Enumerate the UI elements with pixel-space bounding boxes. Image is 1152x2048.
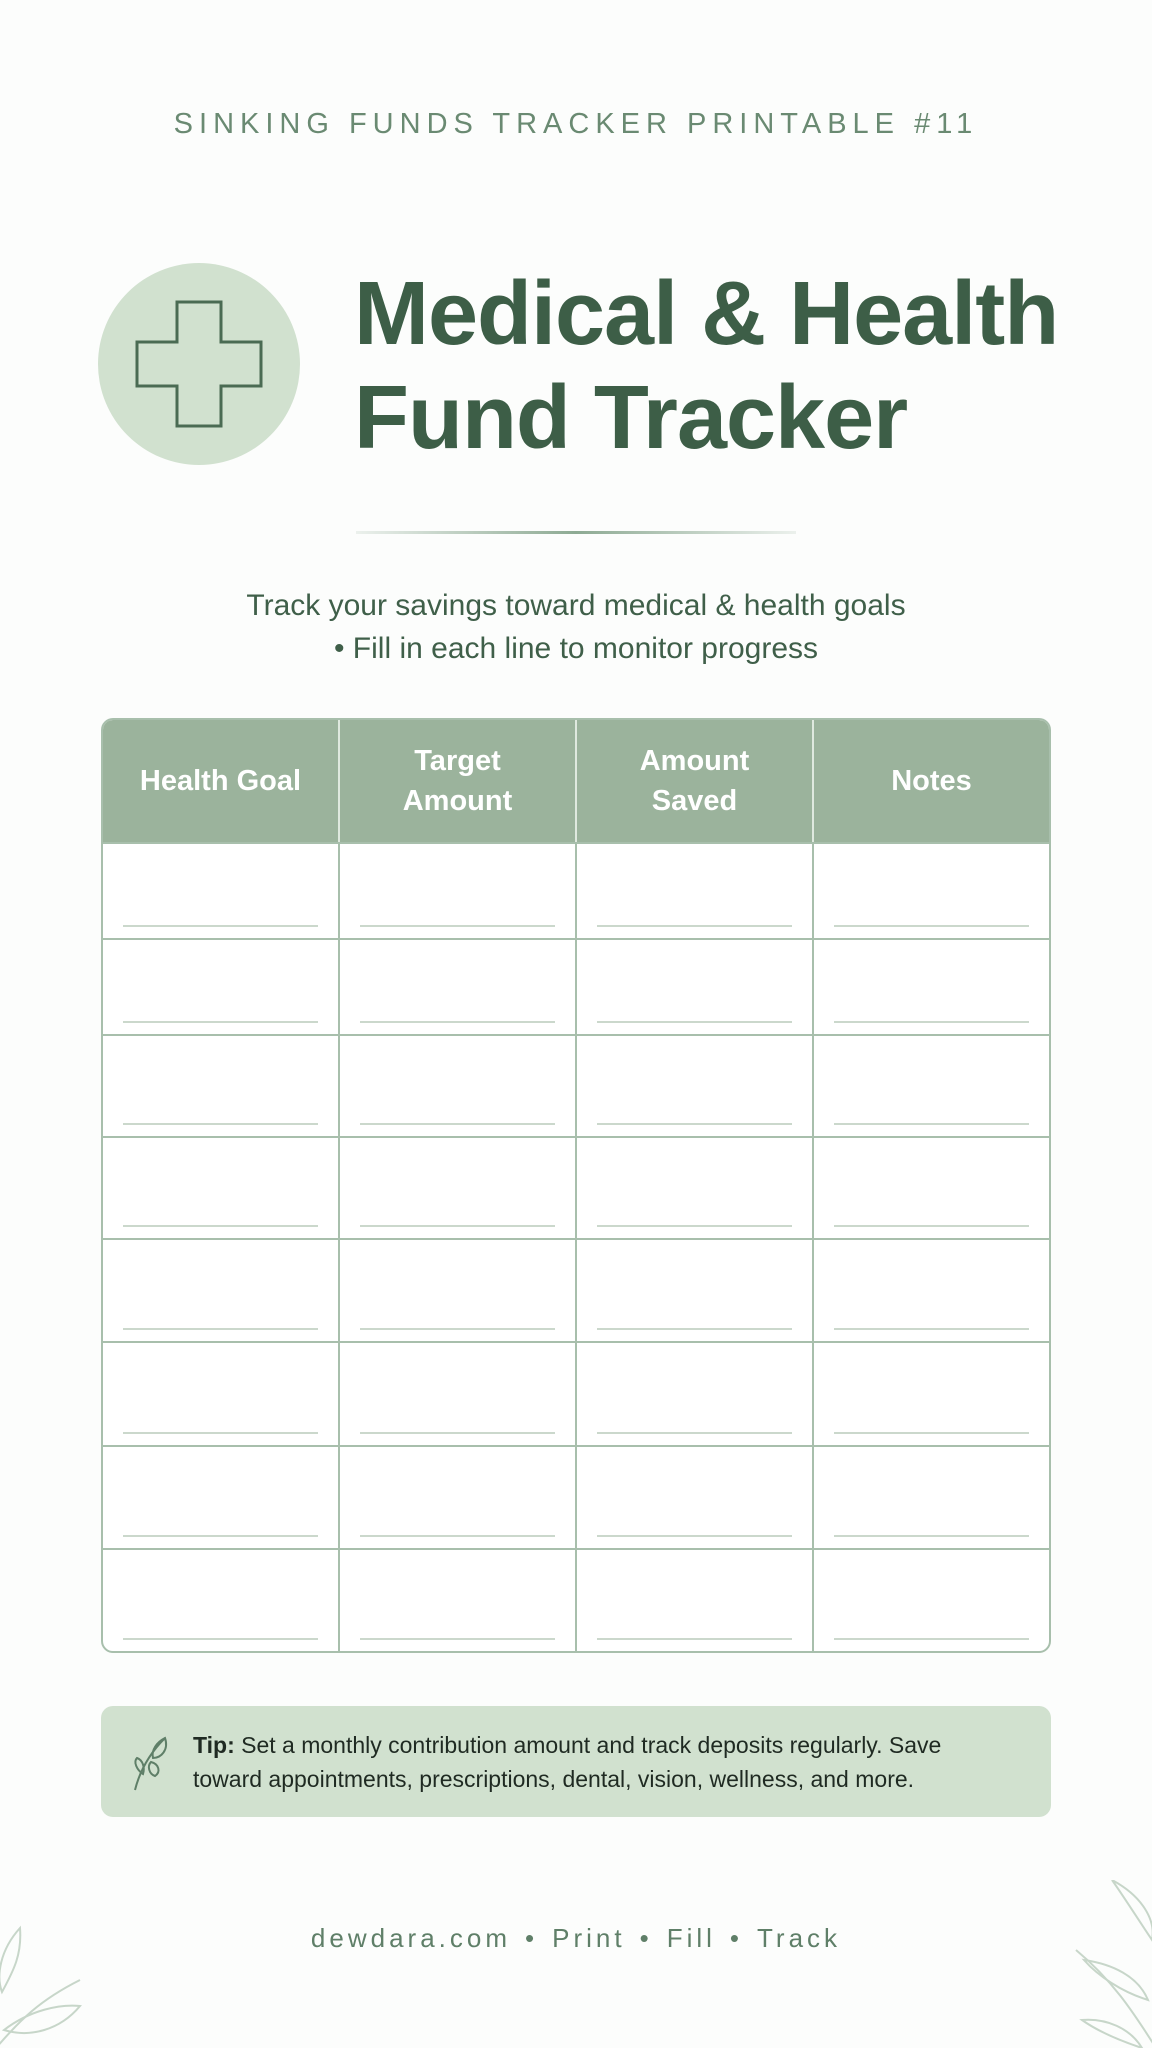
column-header-label: Amount Saved: [639, 745, 750, 817]
table-cell[interactable]: [338, 1550, 575, 1651]
footer-separator: •: [639, 1923, 653, 1953]
title-divider: [356, 531, 796, 534]
table-body: [103, 842, 1049, 1651]
write-in-line: [834, 1432, 1029, 1434]
table-cell[interactable]: [338, 1036, 575, 1136]
page-title: [354, 262, 1134, 470]
write-in-line: [123, 1535, 318, 1537]
write-in-line: [597, 1432, 792, 1434]
write-in-line: [360, 1328, 555, 1330]
write-in-line: [597, 1328, 792, 1330]
table-cell[interactable]: [575, 940, 812, 1034]
write-in-line: [360, 1432, 555, 1434]
write-in-line: [597, 925, 792, 927]
subtitle-line-1: Track your savings toward medical & health goals: [246, 589, 906, 622]
table-cell[interactable]: [812, 1447, 1049, 1548]
footer: [0, 1923, 1152, 1954]
tip-box: [101, 1706, 1051, 1817]
table-cell[interactable]: [575, 1550, 812, 1651]
write-in-line: [123, 1432, 318, 1434]
corner-leaf-right-decoration: [1072, 1880, 1152, 2048]
leaf-icon: [129, 1734, 171, 1792]
table-cell[interactable]: [575, 1343, 812, 1445]
column-header-notes: [812, 720, 1049, 842]
write-in-line: [834, 1638, 1029, 1640]
table-row: [103, 842, 1049, 938]
table-row: [103, 938, 1049, 1034]
subtitle-line-2: • Fill in each line to monitor progress: [333, 632, 819, 665]
table-row: [103, 1548, 1049, 1651]
medical-cross-badge: [98, 263, 300, 465]
write-in-line: [360, 1021, 555, 1023]
table-cell[interactable]: [338, 1447, 575, 1548]
table-header: [103, 720, 1049, 842]
table-cell[interactable]: [812, 1036, 1049, 1136]
subtitle: [0, 584, 1152, 670]
write-in-line: [123, 1225, 318, 1227]
footer-fill: Fill: [666, 1923, 716, 1953]
footer-separator: •: [525, 1923, 539, 1953]
table-cell[interactable]: [103, 1550, 338, 1651]
table-cell[interactable]: [103, 1447, 338, 1548]
kicker-title: SINKING FUNDS TRACKER PRINTABLE #11: [173, 108, 979, 140]
write-in-line: [834, 1021, 1029, 1023]
column-header-label: Target Amount: [402, 745, 513, 817]
write-in-line: [834, 1123, 1029, 1125]
table-cell[interactable]: [338, 1343, 575, 1445]
table-cell[interactable]: [812, 1343, 1049, 1445]
table-cell[interactable]: [575, 1240, 812, 1341]
footer-track: Track: [757, 1923, 842, 1953]
write-in-line: [834, 1535, 1029, 1537]
table-cell[interactable]: [338, 1240, 575, 1341]
table-cell[interactable]: [103, 1036, 338, 1136]
title-line-1: Medical & Health: [354, 264, 1059, 364]
table-cell[interactable]: [812, 1240, 1049, 1341]
write-in-line: [360, 1638, 555, 1640]
column-header-label: Health Goal: [139, 765, 302, 797]
tracker-table: [101, 718, 1051, 1653]
column-header-target-amount: [338, 720, 575, 842]
table-cell[interactable]: [575, 844, 812, 938]
write-in-line: [597, 1123, 792, 1125]
table-cell[interactable]: [575, 1036, 812, 1136]
tip-label: Tip:: [193, 1732, 235, 1758]
table-cell[interactable]: [338, 1138, 575, 1238]
table-row: [103, 1445, 1049, 1548]
footer-separator: •: [729, 1923, 744, 1953]
corner-leaf-left-decoration: [0, 1920, 90, 2048]
tip-text: [193, 1728, 1013, 1796]
write-in-line: [123, 1638, 318, 1640]
write-in-line: [123, 925, 318, 927]
table-cell[interactable]: [812, 1550, 1049, 1651]
footer-print: Print: [552, 1923, 626, 1953]
table-cell[interactable]: [103, 1343, 338, 1445]
write-in-line: [123, 1021, 318, 1023]
write-in-line: [597, 1021, 792, 1023]
column-header-health-goal: [103, 720, 338, 842]
write-in-line: [360, 1535, 555, 1537]
table-cell[interactable]: [812, 940, 1049, 1034]
title-line-2: Fund Tracker: [354, 368, 908, 468]
write-in-line: [123, 1328, 318, 1330]
table-cell[interactable]: [812, 1138, 1049, 1238]
write-in-line: [834, 1328, 1029, 1330]
write-in-line: [834, 925, 1029, 927]
table-cell[interactable]: [575, 1138, 812, 1238]
write-in-line: [597, 1225, 792, 1227]
write-in-line: [123, 1123, 318, 1125]
tip-body: Set a monthly contribution amount and track deposits regularly. Save toward appointments, prescriptions, dental, vision, wellness, and more.: [193, 1732, 942, 1792]
table-row: [103, 1034, 1049, 1136]
column-header-label: Notes: [891, 765, 972, 797]
medical-cross-icon: [134, 299, 264, 429]
write-in-line: [360, 925, 555, 927]
table-cell[interactable]: [575, 1447, 812, 1548]
table-cell[interactable]: [812, 844, 1049, 938]
table-row: [103, 1136, 1049, 1238]
write-in-line: [360, 1123, 555, 1125]
write-in-line: [597, 1638, 792, 1640]
table-row: [103, 1341, 1049, 1445]
table-cell[interactable]: [103, 1240, 338, 1341]
table-cell[interactable]: [103, 844, 338, 938]
table-cell[interactable]: [103, 940, 338, 1034]
table-cell[interactable]: [338, 844, 575, 938]
write-in-line: [834, 1225, 1029, 1227]
write-in-line: [597, 1535, 792, 1537]
table-row: [103, 1238, 1049, 1341]
column-header-amount-saved: [575, 720, 812, 842]
table-cell[interactable]: [103, 1138, 338, 1238]
table-cell[interactable]: [338, 940, 575, 1034]
footer-site: dewdara.com: [310, 1923, 511, 1953]
write-in-line: [360, 1225, 555, 1227]
